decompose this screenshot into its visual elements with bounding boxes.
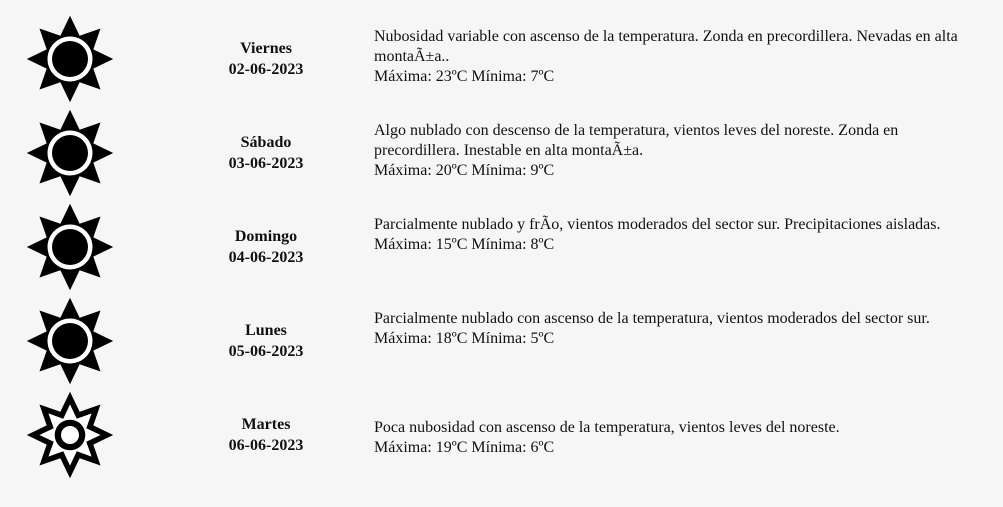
temperature-range: Máxima: 20ºC Mínima: 9ºC [374, 162, 555, 179]
day-date [196, 414, 336, 456]
day-name: Martes [241, 416, 291, 433]
day-name: Domingo [234, 228, 298, 245]
description-text: Poca nubosidad con ascenso de la temperatura, vientos leves del noreste. [374, 419, 840, 436]
sun-icon [25, 296, 115, 386]
forecast-description [374, 121, 974, 181]
temperature-range: Máxima: 19ºC Mínima: 6ºC [374, 439, 555, 456]
day-name: Viernes [240, 40, 292, 57]
sun-outline-icon [25, 390, 115, 480]
forecast-description [374, 418, 974, 458]
day-date [196, 226, 336, 268]
sun-icon [25, 202, 115, 292]
forecast-day-martes [0, 376, 1003, 470]
forecast-description [374, 27, 974, 87]
forecast-day-domingo [0, 188, 1003, 282]
forecast-description [374, 309, 974, 349]
description-text: Algo nublado con descenso de la temperatura, vientos leves del noreste. Zonda en precordillera. Inestable en alta montaÃ±a. [374, 122, 899, 159]
forecast-day-viernes [0, 0, 1003, 94]
day-date [196, 38, 336, 80]
forecast-day-sabado [0, 94, 1003, 188]
temperature-range: Máxima: 23ºC Mínima: 7ºC [374, 68, 555, 85]
temperature-range: Máxima: 15ºC Mínima: 8ºC [374, 236, 555, 253]
forecast-day-lunes [0, 282, 1003, 376]
description-text: Nubosidad variable con ascenso de la temperatura. Zonda en precordillera. Nevadas en alta montaÃ±a.. [374, 28, 958, 65]
date-label: 03-06-2023 [228, 155, 304, 172]
day-date [196, 320, 336, 362]
date-label: 05-06-2023 [228, 343, 304, 360]
date-label: 04-06-2023 [228, 249, 304, 266]
sun-icon [25, 108, 115, 198]
sun-icon [25, 14, 115, 104]
description-text: Parcialmente nublado con ascenso de la temperatura, vientos moderados del sector sur. [374, 310, 930, 327]
day-date [196, 132, 336, 174]
day-name: Sábado [240, 134, 292, 151]
day-name: Lunes [245, 322, 287, 339]
date-label: 06-06-2023 [228, 437, 304, 454]
date-label: 02-06-2023 [228, 61, 304, 78]
forecast-description [374, 215, 974, 255]
description-text: Parcialmente nublado y frÃo, vientos moderados del sector sur. Precipitaciones aisladas. [374, 216, 941, 233]
temperature-range: Máxima: 18ºC Mínima: 5ºC [374, 330, 555, 347]
